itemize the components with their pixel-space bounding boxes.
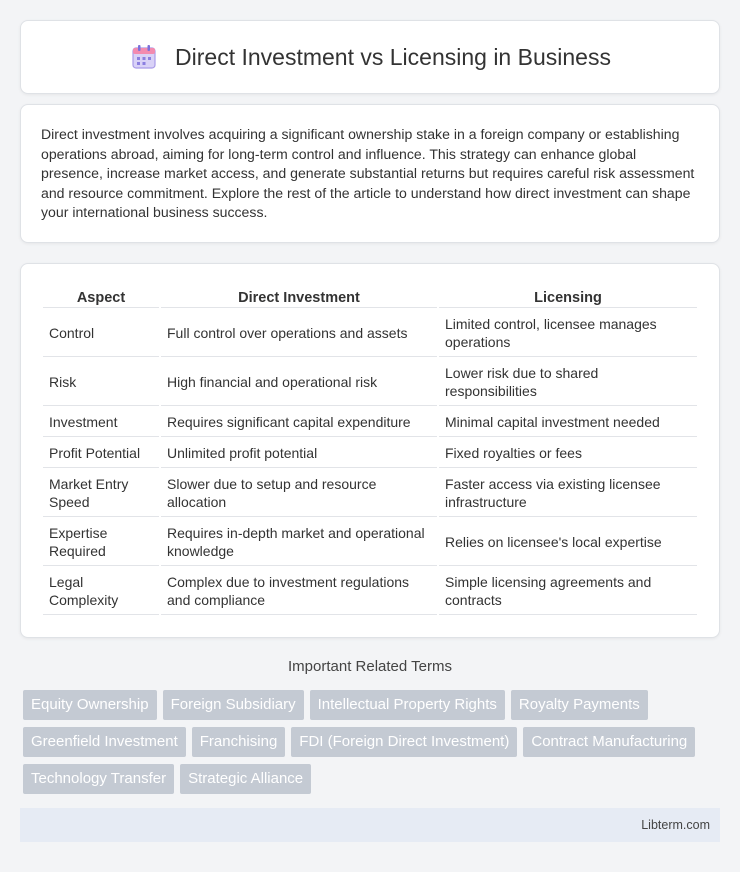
table-cell: Market Entry Speed	[43, 470, 159, 517]
related-terms-list	[23, 690, 717, 794]
table-header-row	[43, 286, 697, 308]
table-cell: Requires in-depth market and operational knowledge	[161, 519, 437, 566]
column-header-licensing: Licensing	[439, 286, 697, 308]
table-cell: Investment	[43, 408, 159, 437]
table-cell: Fixed royalties or fees	[439, 439, 697, 468]
related-term-tag[interactable]: Equity Ownership	[23, 690, 157, 720]
related-term-tag[interactable]: FDI (Foreign Direct Investment)	[291, 727, 517, 757]
table-cell: Relies on licensee's local expertise	[439, 519, 697, 566]
column-header-aspect: Aspect	[43, 286, 159, 308]
table-cell: Simple licensing agreements and contracts	[439, 568, 697, 615]
header-card	[20, 20, 720, 94]
column-header-direct-investment: Direct Investment	[161, 286, 437, 308]
calendar-icon	[129, 42, 159, 72]
intro-card	[20, 104, 720, 243]
comparison-table	[41, 284, 699, 617]
related-term-tag[interactable]: Intellectual Property Rights	[310, 690, 505, 720]
related-term-tag[interactable]: Technology Transfer	[23, 764, 174, 794]
table-cell: Full control over operations and assets	[161, 310, 437, 357]
related-terms-title: Important Related Terms	[288, 658, 452, 675]
table-cell: Minimal capital investment needed	[439, 408, 697, 437]
table-cell: High financial and operational risk	[161, 359, 437, 406]
table-row	[43, 470, 697, 517]
related-term-tag[interactable]: Contract Manufacturing	[523, 727, 695, 757]
related-term-tag[interactable]: Franchising	[192, 727, 286, 757]
footer	[20, 808, 720, 842]
related-term-tag[interactable]: Greenfield Investment	[23, 727, 186, 757]
table-row	[43, 568, 697, 615]
table-cell: Complex due to investment regulations and compliance	[161, 568, 437, 615]
table-cell: Limited control, licensee manages operations	[439, 310, 697, 357]
footer-site-link[interactable]: Libterm.com	[641, 818, 710, 832]
table-cell: Profit Potential	[43, 439, 159, 468]
table-cell: Expertise Required	[43, 519, 159, 566]
intro-text: Direct investment involves acquiring a significant ownership stake in a foreign company or establishing operations abroad, aiming for long-term control and influence. This strategy can enhance global presence, increase market access, and generate substantial returns but requires careful risk assessment and resource commitment. Explore the rest of the article to understand how direct investment can shape your international business success.	[41, 126, 695, 221]
related-term-tag[interactable]: Royalty Payments	[511, 690, 648, 720]
table-row	[43, 359, 697, 406]
table-cell: Slower due to setup and resource allocation	[161, 470, 437, 517]
table-row	[43, 310, 697, 357]
table-row	[43, 519, 697, 566]
comparison-table-card	[20, 263, 720, 638]
page-title: Direct Investment vs Licensing in Business	[175, 43, 611, 70]
table-cell: Unlimited profit potential	[161, 439, 437, 468]
table-cell: Requires significant capital expenditure	[161, 408, 437, 437]
table-cell: Faster access via existing licensee infrastructure	[439, 470, 697, 517]
table-cell: Lower risk due to shared responsibilities	[439, 359, 697, 406]
table-cell: Risk	[43, 359, 159, 406]
table-row	[43, 408, 697, 437]
table-row	[43, 439, 697, 468]
related-term-tag[interactable]: Foreign Subsidiary	[163, 690, 304, 720]
related-term-tag[interactable]: Strategic Alliance	[180, 764, 311, 794]
table-cell: Control	[43, 310, 159, 357]
table-cell: Legal Complexity	[43, 568, 159, 615]
